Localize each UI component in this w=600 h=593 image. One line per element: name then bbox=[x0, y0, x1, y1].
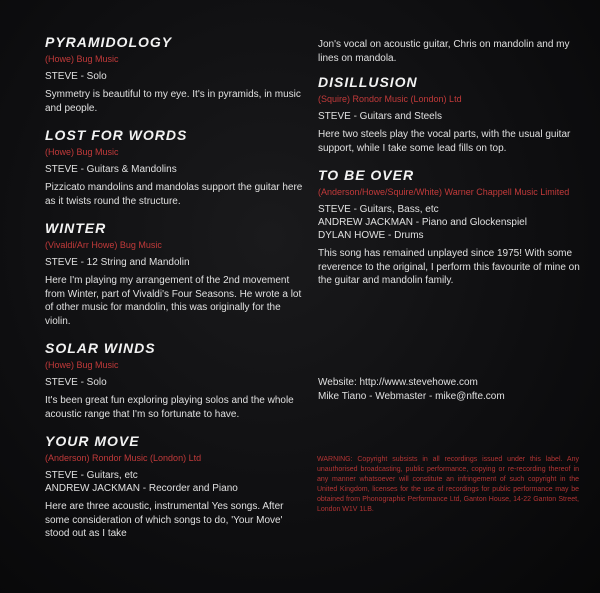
track-publisher: (Howe) Bug Music bbox=[45, 54, 119, 64]
track-credits bbox=[45, 469, 303, 495]
track-note: Here are three acoustic, instrumental Yes songs. After some consideration of which songs to do, 'Your Move' stood out as I take bbox=[45, 501, 284, 539]
track-title: DISILLUSION bbox=[318, 74, 418, 90]
track-title: WINTER bbox=[45, 220, 107, 236]
credit-line: DYLAN HOWE - Drums bbox=[318, 230, 424, 241]
track-credits bbox=[45, 376, 303, 389]
track-solar-winds bbox=[45, 340, 303, 421]
track-publisher: (Anderson) Rondor Music (London) Ltd bbox=[45, 453, 202, 463]
credit-line: STEVE - Guitars, Bass, etc bbox=[318, 204, 439, 215]
track-credits bbox=[318, 110, 588, 123]
website-line: Website: http://www.stevehowe.com bbox=[318, 377, 478, 388]
track-title: SOLAR WINDS bbox=[45, 340, 156, 356]
credit-line: STEVE - Guitars & Mandolins bbox=[45, 164, 177, 175]
track-title: YOUR MOVE bbox=[45, 433, 140, 449]
track-publisher: (Howe) Bug Music bbox=[45, 360, 119, 370]
track-title: TO BE OVER bbox=[318, 167, 415, 183]
credit-line: STEVE - 12 String and Mandolin bbox=[45, 257, 190, 268]
track-publisher: (Vivaldi/Arr Howe) Bug Music bbox=[45, 240, 162, 250]
track-credits bbox=[45, 70, 303, 83]
right-column bbox=[318, 38, 588, 288]
continued-note: Jon's vocal on acoustic guitar, Chris on mandolin and my lines on mandola. bbox=[318, 39, 570, 64]
credit-line: STEVE - Solo bbox=[45, 377, 107, 388]
left-column bbox=[45, 34, 303, 541]
track-publisher: (Howe) Bug Music bbox=[45, 147, 119, 157]
credit-line: ANDREW JACKMAN - Piano and Glockenspiel bbox=[318, 217, 527, 228]
track-credits bbox=[45, 256, 303, 269]
copyright-warning: WARNING: Copyright subsists in all recordings issued under this label. Any unauthorised broadcasting, public performance, copying or re-recording thereof in any manner whatsoever will constitute an infringement of such copyright in the United Kingdom, licenses for the use of recordings for public performance may be obtained from Phonographic Performance Ltd, Ganton House, 14-22 Ganton Street, London W1V 1LB. bbox=[317, 456, 579, 513]
contact-block bbox=[318, 376, 588, 404]
track-publisher: (Squire) Rondor Music (London) Ltd bbox=[318, 94, 462, 104]
track-your-move bbox=[45, 433, 303, 541]
track-note: Pizzicato mandolins and mandolas support the guitar here as it twists round the structure. bbox=[45, 182, 303, 207]
track-title: PYRAMIDOLOGY bbox=[45, 34, 173, 50]
credit-line: ANDREW JACKMAN - Recorder and Piano bbox=[45, 483, 238, 494]
track-pyramidology bbox=[45, 34, 303, 115]
track-credits bbox=[45, 163, 303, 176]
track-title: LOST FOR WORDS bbox=[45, 127, 188, 143]
track-note: It's been great fun exploring playing solos and the whole acoustic range that I'm so fortunate to have. bbox=[45, 395, 294, 420]
track-note: Here two steels play the vocal parts, with the usual guitar support, while I take some lead fills on top. bbox=[318, 129, 571, 154]
track-note: This song has remained unplayed since 1975! With some reverence to the original, I perform this favourite of mine on the guitar and mandolin family. bbox=[318, 248, 580, 286]
webmaster-line: Mike Tiano - Webmaster - mike@nfte.com bbox=[318, 391, 505, 402]
credit-line: STEVE - Guitars and Steels bbox=[318, 111, 442, 122]
credit-line: STEVE - Solo bbox=[45, 71, 107, 82]
track-credits bbox=[318, 203, 588, 242]
track-note: Symmetry is beautiful to my eye. It's in pyramids, in music and people. bbox=[45, 89, 301, 114]
track-winter bbox=[45, 220, 303, 328]
track-disillusion bbox=[318, 74, 588, 155]
track-publisher: (Anderson/Howe/Squire/White) Warner Chappell Music Limited bbox=[318, 187, 570, 197]
track-note: Here I'm playing my arrangement of the 2nd movement from Winter, part of Vivaldi's Four Seasons. He wrote a lot of other music for mandolin, this was originally for the violin. bbox=[45, 275, 302, 327]
track-lost-for-words bbox=[45, 127, 303, 208]
track-to-be-over bbox=[318, 167, 588, 288]
credit-line: STEVE - Guitars, etc bbox=[45, 470, 138, 481]
